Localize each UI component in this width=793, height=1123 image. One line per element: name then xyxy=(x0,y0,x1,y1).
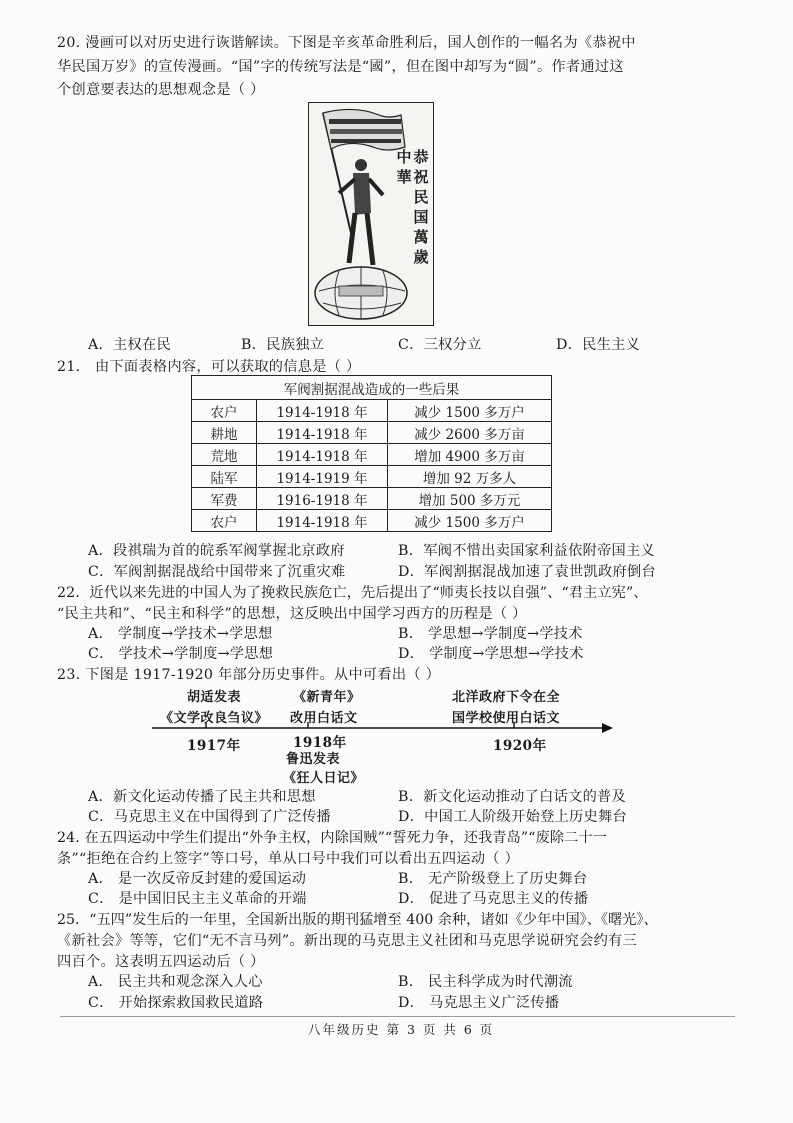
table-cell: 增加 500 多万元 xyxy=(388,488,552,510)
q21-option-c: C．军阀割据混战给中国带来了沉重灾难 xyxy=(88,564,346,580)
timeline-year-1920: 1920年 xyxy=(493,738,547,754)
cartoon-caption-col1: 恭祝民国萬歲 xyxy=(413,148,429,266)
timeline-event2-line1: 《新青年》 xyxy=(293,690,361,705)
q20-stem-line3: 个创意要表达的思想观念是（ ） xyxy=(57,82,265,98)
table-cell: 1914-1919 年 xyxy=(257,466,388,488)
q24-option-c: C． 是中国旧民主主义革命的开端 xyxy=(88,891,307,907)
footer-divider xyxy=(60,1016,735,1017)
q20-option-a: A．主权在民 xyxy=(88,337,171,353)
table-row xyxy=(192,400,552,422)
timeline-event2-line2: 改用白话文 xyxy=(290,711,358,726)
cartoon-caption-col2: 中華 xyxy=(396,148,412,186)
table-row xyxy=(192,488,552,510)
table-row xyxy=(192,444,552,466)
q20-cartoon-image xyxy=(308,102,434,326)
table-cell: 减少 1500 多万户 xyxy=(388,510,552,532)
q25-option-d: D． 马克思主义广泛传播 xyxy=(398,995,560,1011)
table-cell: 荒地 xyxy=(192,444,257,466)
q20-option-d: D．民生主义 xyxy=(556,337,641,353)
table-cell: 农户 xyxy=(192,510,257,532)
q20-option-c: C．三权分立 xyxy=(398,337,482,353)
q24-stem-line1: 24. 在五四运动中学生们提出“外争主权，内除国贼”“誓死力争，还我青岛”“废除二十一 xyxy=(57,830,608,846)
q21-option-a: A．段祺瑞为首的皖系军阀掌握北京政府 xyxy=(88,543,345,559)
q25-stem-line3: 四百个。这表明五四运动后（ ） xyxy=(57,954,265,970)
table-cell: 增加 4900 多万亩 xyxy=(388,444,552,466)
table-cell: 1914-1918 年 xyxy=(257,510,388,532)
table-cell: 1914-1918 年 xyxy=(257,400,388,422)
q22-stem-line1: 22．近代以来先进的中国人为了挽救民族危亡，先后提出了“师夷长技以自强”、“君主立宪”、 xyxy=(57,585,648,601)
table-row xyxy=(192,466,552,488)
q22-option-b: B． 学思想→学制度→学技术 xyxy=(398,626,583,642)
q21-table xyxy=(191,375,552,532)
table-cell: 减少 2600 多万亩 xyxy=(388,422,552,444)
table-cell: 农户 xyxy=(192,400,257,422)
q25-option-c: C． 开始探索救国救民道路 xyxy=(88,995,264,1011)
q21-stem: 21． 由下面表格内容，可以获取的信息是（ ） xyxy=(57,359,361,375)
table-title-row xyxy=(192,376,552,400)
q23-option-a: A．新文化运动传播了民主共和思想 xyxy=(88,789,316,805)
table-title: 军阀割据混战造成的一些后果 xyxy=(192,376,552,400)
timeline-event3-line1: 鲁迅发表 xyxy=(286,752,341,767)
q23-option-b: B．新文化运动推动了白话文的普及 xyxy=(398,789,627,805)
table-cell: 陆军 xyxy=(192,466,257,488)
q23-option-c: C．马克思主义在中国得到了广泛传播 xyxy=(88,809,331,825)
q24-stem-line2: 条”“拒绝在合约上签字”等口号，单从口号中我们可以看出五四运动（ ） xyxy=(57,851,520,867)
q23-option-d: D．中国工人阶级开始登上历史舞台 xyxy=(398,809,627,825)
timeline-event4-line1: 北洋政府下令在全 xyxy=(452,690,561,705)
table-cell: 增加 92 万多人 xyxy=(388,466,552,488)
q20-option-b: B．民族独立 xyxy=(241,337,325,353)
q20-stem-line2: 华民国万岁》的宣传漫画。“国”字的传统写法是“國”，但在图中却写为“圆”。作者通过这 xyxy=(57,59,624,75)
timeline-event1-line2: 《文学改良刍议》 xyxy=(160,711,269,726)
table-cell: 1914-1918 年 xyxy=(257,444,388,466)
timeline-event1-line1: 胡适发表 xyxy=(187,690,242,705)
page-footer: 八年级历史 第 3 页 共 6 页 xyxy=(308,1022,495,1037)
table-cell: 1916-1918 年 xyxy=(257,488,388,510)
q22-option-c: C． 学技术→学制度→学思想 xyxy=(88,646,274,662)
q23-stem: 23. 下图是 1917-1920 年部分历史事件。从中可看出（ ） xyxy=(57,667,441,683)
q22-option-a: A． 学制度→学技术→学思想 xyxy=(88,626,273,642)
timeline-year-1917: 1917年 xyxy=(187,738,241,754)
timeline-event3-line2: 《狂人日记》 xyxy=(283,771,365,786)
q25-stem-line2: 《新社会》等等，它们“无不言马列”。新出现的马克思主义社团和马克思学说研究会约有三 xyxy=(57,933,638,949)
table-cell: 耕地 xyxy=(192,422,257,444)
q24-option-a: A． 是一次反帝反封建的爱国运动 xyxy=(88,871,307,887)
q24-option-b: B． 无产阶级登上了历史舞台 xyxy=(398,871,588,887)
q20-stem-line1: 20. 漫画可以对历史进行诙谐解读。下图是辛亥革命胜利后，国人创作的一幅名为《恭祝中 xyxy=(57,35,636,51)
q22-stem-line2: “民主共和”、“民主和科学”的思想，这反映出中国学习西方的历程是（ ） xyxy=(57,606,527,622)
table-cell: 1914-1918 年 xyxy=(257,422,388,444)
q22-option-d: D． 学制度→学思想→学技术 xyxy=(398,646,584,662)
q24-option-d: D． 促进了马克思主义的传播 xyxy=(398,891,589,907)
table-row xyxy=(192,510,552,532)
q25-option-b: B． 民主科学成为时代潮流 xyxy=(398,974,573,990)
table-cell: 减少 1500 多万户 xyxy=(388,400,552,422)
q21-option-b: B．军阀不惜出卖国家利益依附帝国主义 xyxy=(398,543,656,559)
timeline-event4-line2: 国学校使用白话文 xyxy=(452,711,561,726)
q25-stem-line1: 25．“五四”发生后的一年里，全国新出版的期刊猛增至 400 余种，诸如《少年中国》、《曙光》、 xyxy=(57,912,658,928)
q21-option-d: D．军阀割据混战加速了袁世凯政府倒台 xyxy=(398,564,656,580)
timeline-year-1918: 1918年 xyxy=(293,735,347,751)
q25-option-a: A． 民主共和观念深入人心 xyxy=(88,974,263,990)
table-row xyxy=(192,422,552,444)
table-cell: 军费 xyxy=(192,488,257,510)
